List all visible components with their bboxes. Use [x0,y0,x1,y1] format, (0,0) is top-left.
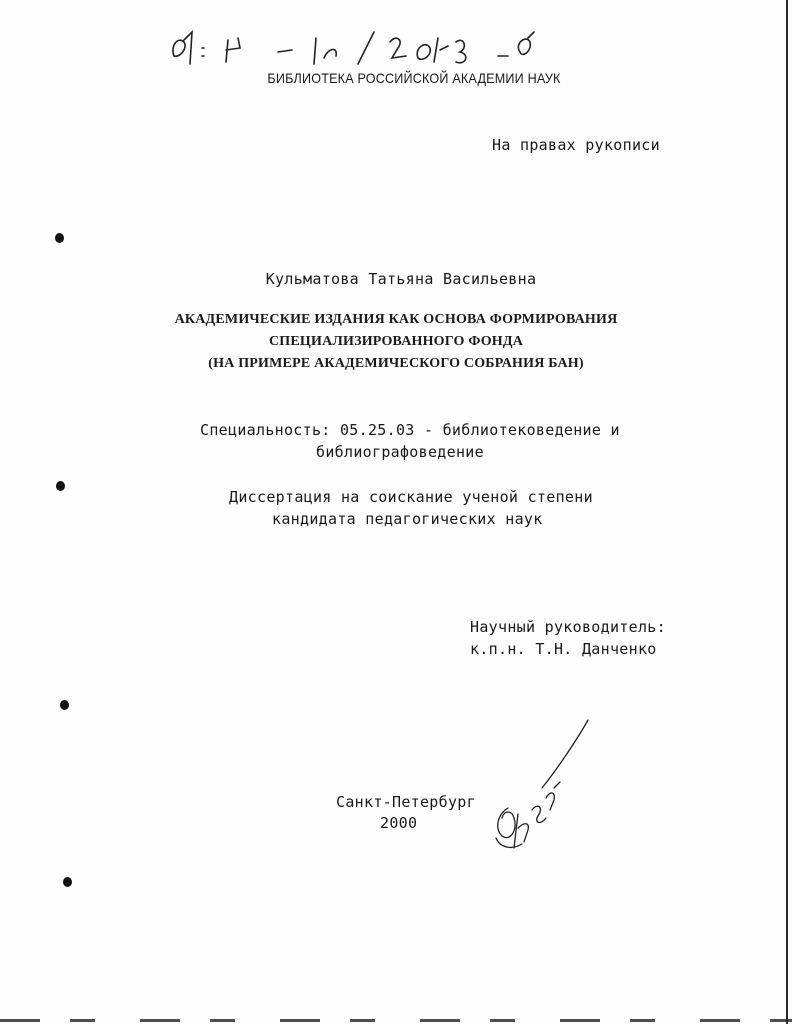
rights-note: На правах рукописи [492,136,660,154]
scan-edge-line [786,0,788,1024]
supervisor-name: к.п.н. Т.Н. Данченко [470,640,657,658]
binding-hole-mark [55,233,64,243]
city: Санкт-Петербург [336,793,476,811]
binding-hole-mark [63,877,72,887]
handwritten-registration-code [168,28,548,68]
dissertation-title-line: АКАДЕМИЧЕСКИЕ ИЗДАНИЯ КАК ОСНОВА ФОРМИРОВАНИЯ [174,312,618,327]
specialty-line: Специальность: 05.25.03 - библиотековедение и [200,421,620,439]
specialty-line: библиографоведение [316,443,484,461]
year: 2000 [380,814,418,832]
dissertation-title-line: (НА ПРИМЕРЕ АКАДЕМИЧЕСКОГО СОБРАНИЯ БАН) [208,356,584,371]
scan-bottom-artifact [0,1019,792,1022]
author-name: Кульматова Татьяна Васильевна [265,270,537,288]
handwritten-signature [488,718,598,858]
binding-hole-mark [60,700,69,710]
dissertation-title-line: СПЕЦИАЛИЗИРОВАННОГО ФОНДА [268,334,524,349]
binding-hole-mark [56,481,65,491]
supervisor-label: Научный руководитель: [470,618,666,636]
degree-line: кандидата педагогических наук [272,510,543,528]
library-heading: БИБЛИОТЕКА РОССИЙСКОЙ АКАДЕМИИ НАУК [267,70,561,86]
degree-line: Диссертация на соискание ученой степени [229,488,593,506]
